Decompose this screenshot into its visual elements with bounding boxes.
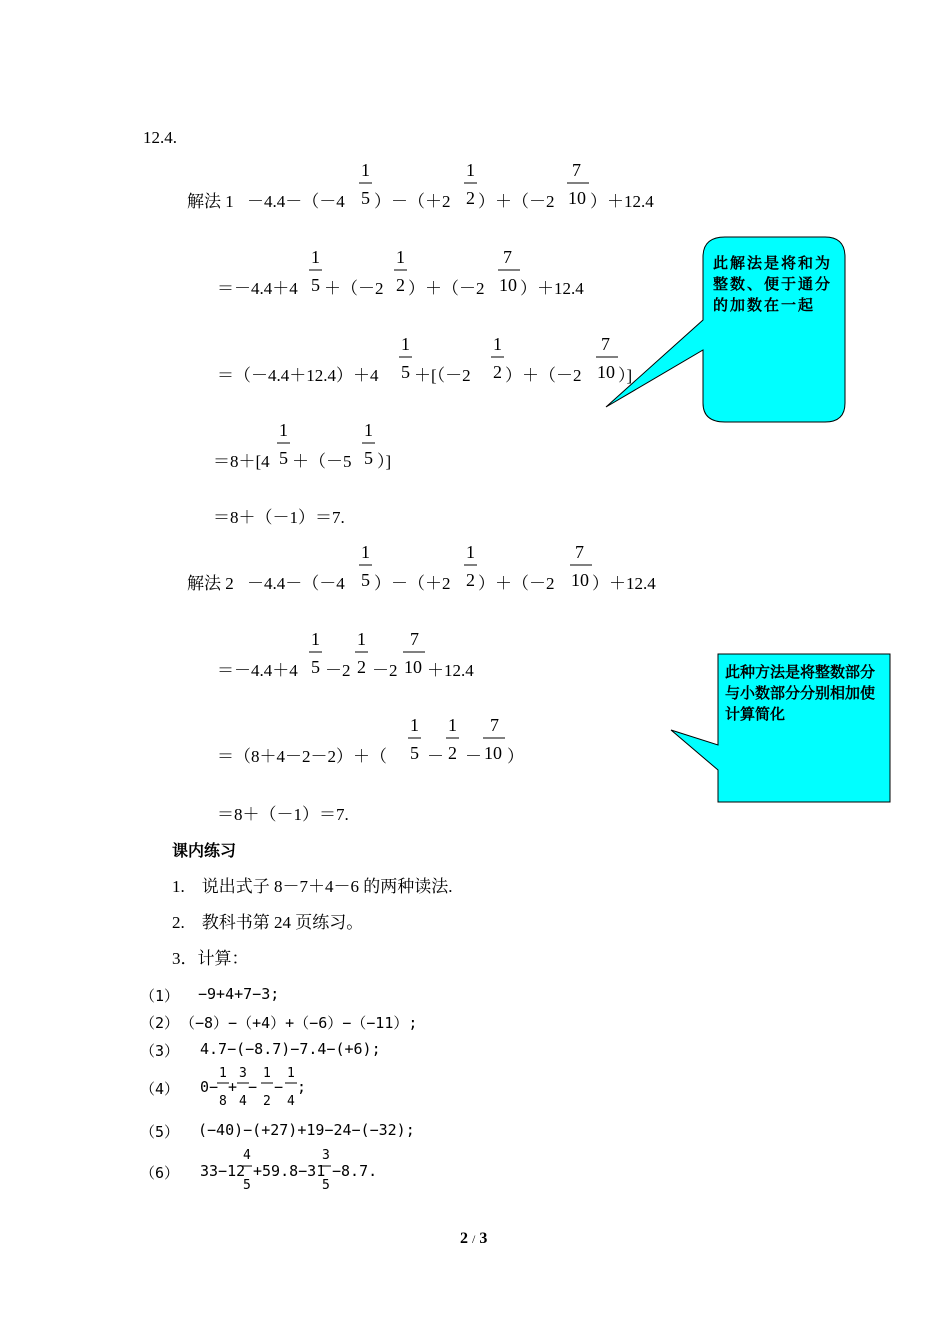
ex4-f1-den: 8 <box>219 1094 227 1109</box>
m2-l1-f1-den: 5 <box>361 570 370 590</box>
m2-l2-f3-num: 7 <box>410 629 419 649</box>
m1-l4-f2-den: 5 <box>364 448 373 468</box>
m2-l1-p3: ）＋（－2 <box>478 574 555 593</box>
m1-l4-p1: ＝8＋[4 <box>213 452 270 471</box>
m2-l2-f1-den: 5 <box>311 657 320 677</box>
m2-l1-p1: －4.4－（－4 <box>247 574 345 593</box>
ex4-f4-num: 1 <box>287 1066 295 1081</box>
m1-l1-p3: ）＋（－2 <box>478 192 555 211</box>
m2-l3-f2-num: 1 <box>448 715 457 735</box>
m2-label: 解法 2 <box>187 574 234 593</box>
m1-l1-f3-num: 7 <box>572 160 581 180</box>
ex4-c: − <box>248 1078 258 1096</box>
m2-l4: ＝8＋（－1）＝7. <box>217 805 349 824</box>
ex3-num: （3） <box>140 1042 180 1060</box>
ex3-expr: 4.7−(−8.7)−7.4−(+6); <box>200 1040 381 1058</box>
ex6-num: （6） <box>140 1164 180 1182</box>
ex5-num: （5） <box>140 1123 180 1141</box>
ex6-f2-den: 5 <box>322 1178 330 1193</box>
m2-l2-f2-den: 2 <box>357 657 366 677</box>
m2-l2-f1-num: 1 <box>311 629 320 649</box>
m2-l3-f2-den: 2 <box>448 743 457 763</box>
ex4-f1-num: 1 <box>219 1066 227 1081</box>
m1-l2-f2-den: 2 <box>396 275 405 295</box>
m1-l3-f2-den: 2 <box>493 362 502 382</box>
m1-l3-f1-den: 5 <box>401 362 410 382</box>
ex6-f1-den: 5 <box>243 1178 251 1193</box>
practice-q1: 1. 说出式子 8－7＋4－6 的两种读法. <box>172 877 453 896</box>
practice-heading: 课内练习 <box>172 841 237 860</box>
m2-l2-f3-den: 10 <box>404 657 422 677</box>
m1-l1-f3-den: 10 <box>568 188 586 208</box>
m1-l2-p3: ）＋（－2 <box>408 279 485 298</box>
m2-l1-f3-den: 10 <box>571 570 589 590</box>
m2-l3-f1-num: 1 <box>410 715 419 735</box>
m2-l2-f2-num: 1 <box>357 629 366 649</box>
page-current: 2 <box>460 1230 468 1247</box>
m1-l4-f2-num: 1 <box>364 420 373 440</box>
ex6-f2-num: 3 <box>322 1148 330 1163</box>
ex4-b: + <box>228 1078 238 1096</box>
m2-l1-p4: ）＋12.4 <box>592 574 656 593</box>
m2-l1-p2: ）－（＋2 <box>374 574 451 593</box>
practice-q2: 2. 教科书第 24 页练习。 <box>172 913 364 932</box>
m1-l1-f1-num: 1 <box>361 160 370 180</box>
m1-l4-f1-den: 5 <box>279 448 288 468</box>
ex4-d: − <box>274 1078 284 1096</box>
ex4-a: 0− <box>200 1078 219 1096</box>
callout-1-text: 此解法是将和为整数、便于通分的加数在一起 <box>713 254 833 314</box>
ex6-b: +59.8−31 <box>253 1162 326 1180</box>
page-separator: / <box>472 1232 476 1246</box>
m2-l2-p3: －2 <box>372 661 398 680</box>
m1-l3-p1: ＝（－4.4＋12.4）＋4 <box>217 366 379 385</box>
m1-l1-p2: ）－（＋2 <box>374 192 451 211</box>
ex6-c: −8.7. <box>332 1162 378 1180</box>
page-total: 3 <box>479 1230 488 1247</box>
top-line: 12.4. <box>143 128 177 147</box>
m1-l4-p3: ）] <box>377 452 392 471</box>
m1-l2-f3-den: 10 <box>499 275 517 295</box>
m2-l3-p1: ＝（8＋4－2－2）＋（ <box>217 747 387 766</box>
m2-l3-f1-den: 5 <box>410 743 419 763</box>
practice-q3: 3．计算： <box>172 949 249 968</box>
ex6-a: 33−12 <box>200 1162 246 1180</box>
m1-l2-p1: ＝－4.4＋4 <box>217 279 298 298</box>
ex4-f3-num: 1 <box>263 1066 271 1081</box>
m2-l3-f3-den: 10 <box>484 743 502 763</box>
m1-l2-f3-num: 7 <box>503 247 512 267</box>
m2-l2-p2: －2 <box>325 661 351 680</box>
m2-l1-f2-den: 2 <box>466 570 475 590</box>
m2-l1-f2-num: 1 <box>466 542 475 562</box>
m2-l3-f3-num: 7 <box>490 715 499 735</box>
ex4-num: （4） <box>140 1080 180 1098</box>
m1-l1-p1: －4.4－（－4 <box>247 192 345 211</box>
m2-l1-f3-num: 7 <box>575 542 584 562</box>
ex2-num: （2） <box>140 1014 180 1032</box>
m2-l1-f1-num: 1 <box>361 542 370 562</box>
m1-l3-p2: ＋[（－2 <box>414 366 471 385</box>
m1-l2-f1-den: 5 <box>311 275 320 295</box>
m1-l2-f2-num: 1 <box>396 247 405 267</box>
m1-l1-f2-num: 1 <box>466 160 475 180</box>
ex1-num: （1） <box>140 987 180 1005</box>
m1-l3-p4: ）] <box>618 366 633 385</box>
m1-l3-f1-num: 1 <box>401 334 410 354</box>
ex4-f2-den: 4 <box>239 1094 247 1109</box>
ex4-f4-den: 4 <box>287 1094 295 1109</box>
m1-l1-p4: ）＋12.4 <box>590 192 654 211</box>
callout-2-text: 此种方法是将整数部分与小数部分分别相加使计算简化 <box>725 663 876 723</box>
m1-label: 解法 1 <box>187 192 234 211</box>
m1-l3-f3-num: 7 <box>601 334 610 354</box>
m1-l4-p2: ＋（－5 <box>292 452 352 471</box>
m2-l2-p1: ＝－4.4＋4 <box>217 661 298 680</box>
m1-l3-f2-num: 1 <box>493 334 502 354</box>
m1-l2-p2: ＋（－2 <box>324 279 384 298</box>
m2-l2-p4: ＋12.4 <box>427 661 474 680</box>
m1-l3-p3: ）＋（－2 <box>505 366 582 385</box>
ex4-f2-num: 3 <box>239 1066 247 1081</box>
ex6-f1-num: 4 <box>243 1148 251 1163</box>
ex4-f3-den: 2 <box>263 1094 271 1109</box>
m1-l2-p4: ）＋12.4 <box>520 279 584 298</box>
m2-l3-p3: － <box>465 747 482 766</box>
ex1-expr: −9+4+7−3; <box>198 985 280 1003</box>
m2-l3-p4: ） <box>507 747 524 766</box>
ex5-expr: (−40)−(+27)+19−24−(−32); <box>198 1121 415 1139</box>
m1-l4-f1-num: 1 <box>279 420 288 440</box>
ex2-expr: （−8）−（+4）+（−6）−（−11）; <box>180 1014 418 1032</box>
m1-l1-f2-den: 2 <box>466 188 475 208</box>
ex4-e: ; <box>297 1078 307 1096</box>
m1-l3-f3-den: 10 <box>597 362 615 382</box>
m1-l5: ＝8＋（－1）＝7. <box>213 508 345 527</box>
m2-l3-p2: － <box>427 747 444 766</box>
m1-l1-f1-den: 5 <box>361 188 370 208</box>
m1-l2-f1-num: 1 <box>311 247 320 267</box>
